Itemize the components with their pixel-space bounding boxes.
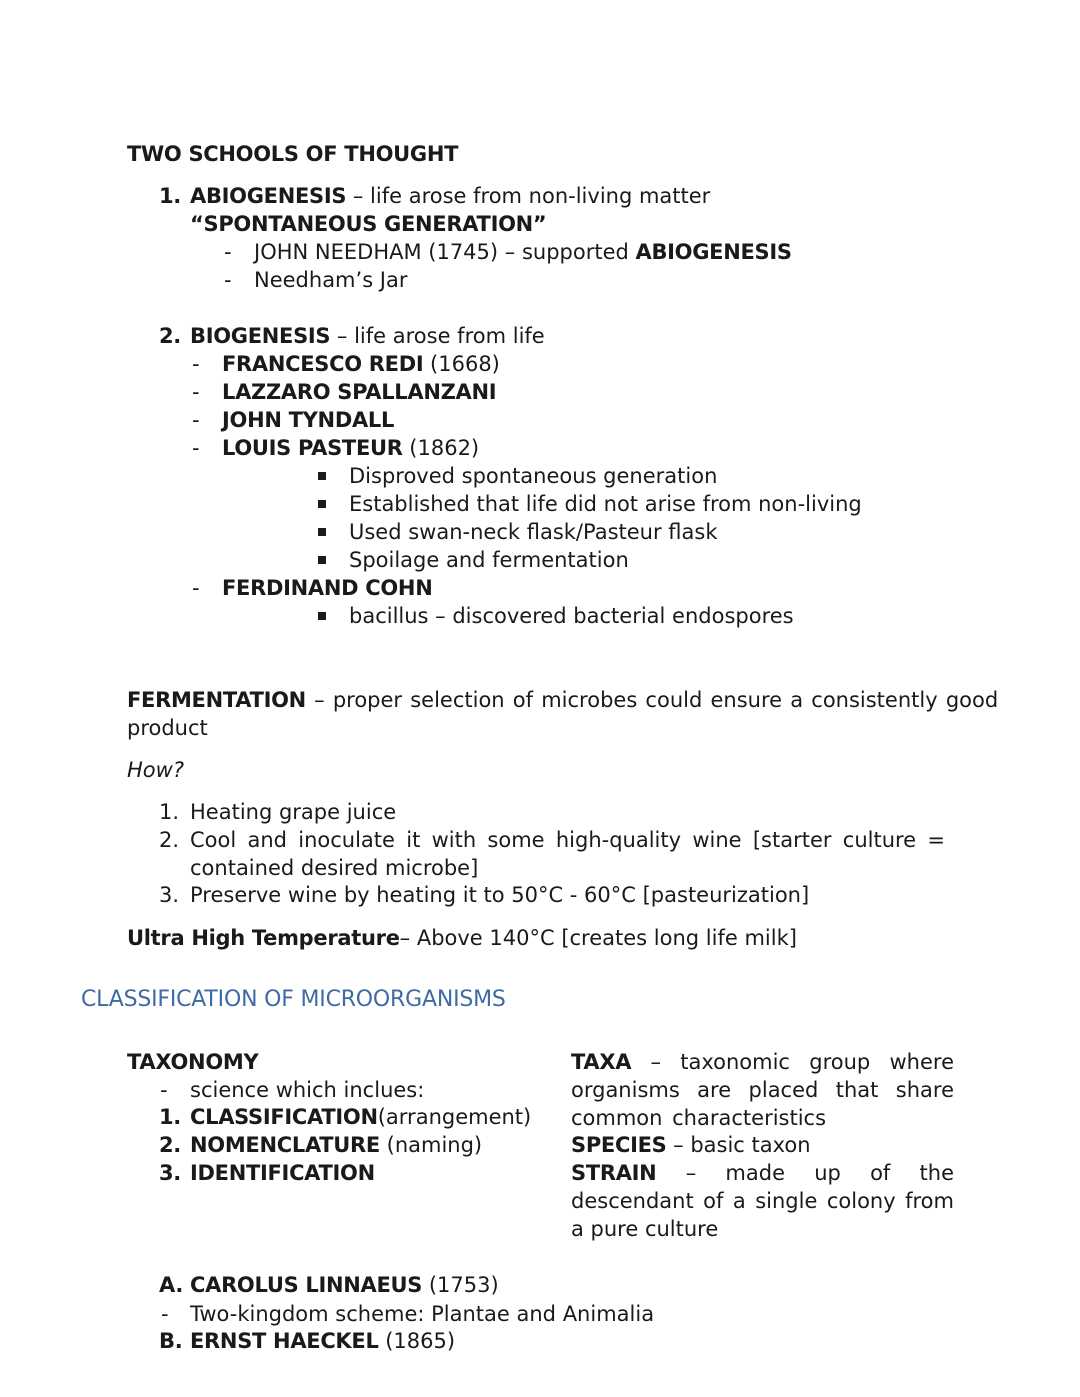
needham-jar-point: Needham’s Jar [254,268,408,292]
taxonomy-item: 1. [159,1105,181,1129]
taxa-definition: TAXA – taxonomic group where organisms are placed that share common characteristics [571,1050,954,1130]
pasteur-point: Spoilage and fermentation [349,548,629,572]
step-number: 3. [159,883,180,907]
spontaneous-generation-alias: “SPONTANEOUS GENERATION” [190,212,547,236]
person-haeckel: ERNST HAECKEL (1865) [190,1329,456,1353]
strain-definition: STRAIN – made up of the descendant of a single colony from a pure culture [571,1161,954,1241]
linnaeus-note: Two-kingdom scheme: Plantae and Animalia [190,1302,655,1326]
dash-bullet: - [192,352,200,376]
step-text: Preserve wine by heating it to 50°C - 60°C [pasteurization] [190,883,810,907]
abiogenesis-definition: – life arose from non-living matter [346,184,711,208]
taxonomy-item: 3. [159,1161,181,1185]
section-heading-classification: CLASSIFICATION OF MICROORGANISMS [81,987,506,1012]
dash-bullet: - [224,268,232,292]
step-text: Cool and inoculate it with some high-quality wine [starter culture = [190,828,945,852]
square-bullet [318,528,326,536]
biogenesis-line [190,322,545,350]
person-letter: A. [159,1273,184,1297]
scientist-redi: FRANCESCO REDI (1668) [222,352,500,376]
dash-bullet: - [192,436,200,460]
step-number: 1. [159,800,180,824]
taxonomy-item-identification: IDENTIFICATION [190,1161,375,1185]
taxonomy-item: 2. [159,1133,181,1157]
term-abiogenesis: ABIOGENESIS [190,184,347,208]
term-species: SPECIES [571,1133,667,1157]
biogenesis-number: 2. [159,324,181,348]
person-linnaeus: CAROLUS LINNAEUS (1753) [190,1273,499,1297]
dash-bullet: - [192,576,200,600]
scientist-spallanzani: LAZZARO SPALLANZANI [222,380,497,404]
square-bullet [318,500,326,508]
biogenesis-definition: – life arose from life [330,324,545,348]
abiogenesis-item [159,182,181,210]
pasteur-point: Established that life did not arise from non-living [349,492,862,516]
list-number: 1. [159,184,181,208]
scientist-cohn: FERDINAND COHN [222,576,433,600]
term-taxonomy: TAXONOMY [127,1050,259,1074]
taxonomy-item-nomenclature: NOMENCLATURE (naming) [190,1133,483,1157]
fermentation-line-2: product [127,716,208,740]
taxonomy-item-classification: CLASSIFICATION(arrangement) [190,1105,532,1129]
square-bullet [318,612,326,620]
square-bullet [318,556,326,564]
dash-bullet: - [192,408,200,432]
dash-bullet: - [192,380,200,404]
pasteur-point: Used swan-neck flask/Pasteur flask [349,520,718,544]
pasteur-point: Disproved spontaneous generation [349,464,718,488]
step-number: 2. [159,828,180,852]
cohn-point: bacillus – discovered bacterial endospores [349,604,794,628]
abiogenesis-line [190,182,710,210]
person-letter: B. [159,1329,183,1353]
square-bullet [318,472,326,480]
uht-line: Ultra High Temperature– Above 140°C [creates long life milk] [127,926,797,950]
step-text: Heating grape juice [190,800,397,824]
how-label: How? [127,758,184,782]
term-biogenesis: BIOGENESIS [190,324,331,348]
scientist-pasteur: LOUIS PASTEUR (1862) [222,436,480,460]
term-fermentation: FERMENTATION [127,688,306,712]
needham-point: JOHN NEEDHAM (1745) – supported ABIOGENESIS [254,240,792,264]
term-uht: Ultra High Temperature [127,926,400,950]
term-strain: STRAIN [571,1161,657,1185]
step-text-continued: contained desired microbe] [190,856,479,880]
dash-bullet: - [224,240,232,264]
section-heading-schools: TWO SCHOOLS OF THOUGHT [127,142,459,166]
term-taxa: TAXA [571,1050,632,1074]
dash-bullet: - [161,1302,169,1326]
species-definition: SPECIES – basic taxon [571,1133,811,1157]
taxonomy-description: science which inclues: [190,1078,425,1102]
scientist-tyndall: JOHN TYNDALL [222,408,395,432]
dash-bullet: - [160,1078,168,1102]
fermentation-line: FERMENTATION – proper selection of microbes could ensure a consistently good [127,688,999,712]
